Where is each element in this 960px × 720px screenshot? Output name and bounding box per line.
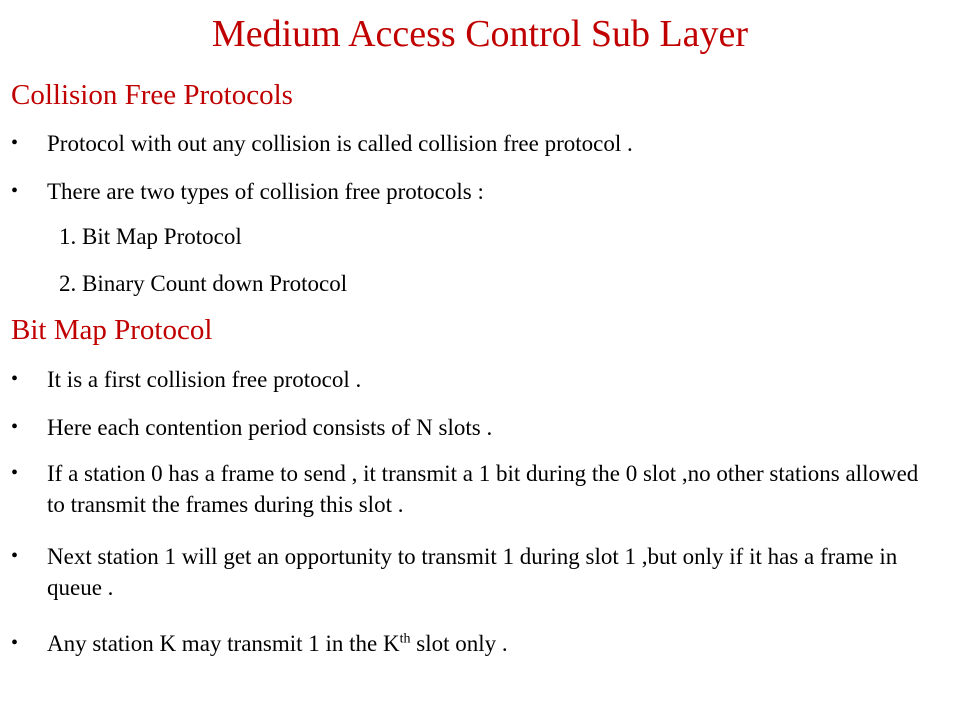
bullet-item	[11, 458, 941, 520]
bullet-item	[11, 628, 941, 659]
bullet-text-part: Any station K may transmit 1 in the K	[47, 631, 400, 656]
bullet-icon: •	[11, 462, 19, 484]
bullet-text-part: slot only .	[410, 631, 508, 656]
slide-title: Medium Access Control Sub Layer	[211, 13, 749, 55]
bullet-icon: •	[11, 180, 19, 202]
bullet-text: If a station 0 has a frame to send , it transmit a 1 bit during the 0 slot ,no other stations allowed to transmit the frames during this slot .	[47, 461, 919, 517]
superscript-th: th	[399, 631, 411, 647]
bullet-icon: •	[11, 416, 19, 438]
bullet-text	[47, 628, 941, 659]
bullet-icon: •	[11, 132, 19, 154]
section-heading-collision-free: Collision Free Protocols	[11, 79, 293, 111]
bullet-icon: •	[11, 368, 19, 390]
bullet-item	[11, 541, 941, 603]
bullet-item	[11, 128, 941, 159]
bullet-icon: •	[11, 545, 19, 567]
bullet-item	[11, 176, 941, 207]
bullet-icon: •	[11, 632, 19, 654]
bullet-text: It is a first collision free protocol .	[47, 367, 362, 392]
bullet-text: Protocol with out any collision is called collision free protocol .	[47, 131, 633, 156]
bullet-item	[11, 364, 941, 395]
numbered-item: 2. Binary Count down Protocol	[59, 271, 348, 296]
bullet-item	[11, 412, 941, 443]
bullet-text: There are two types of collision free protocols :	[47, 179, 484, 204]
section-heading-bit-map: Bit Map Protocol	[11, 314, 213, 346]
bullet-text: Here each contention period consists of N slots .	[47, 415, 493, 440]
bullet-text: Next station 1 will get an opportunity to transmit 1 during slot 1 ,but only if it has a frame in queue .	[47, 544, 898, 600]
numbered-item: 1. Bit Map Protocol	[59, 224, 242, 249]
